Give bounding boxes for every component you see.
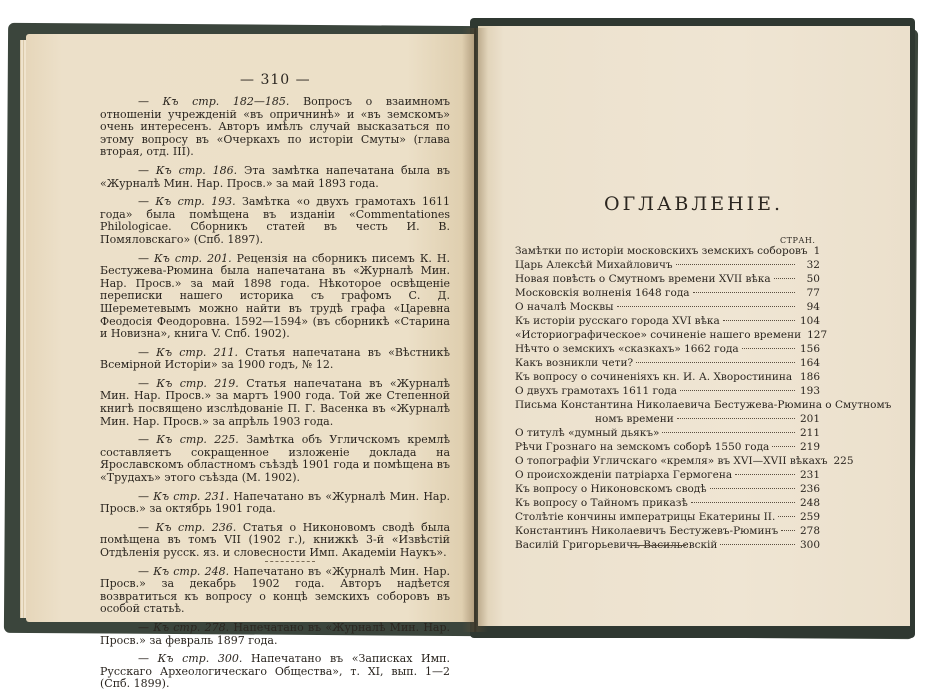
toc-entry-title: О двухъ грамотахъ 1611 года: [515, 385, 678, 397]
table-of-contents: [515, 244, 892, 552]
toc-entry-page: 193: [799, 385, 820, 397]
toc-entry: [515, 468, 820, 482]
toc-entry-title: О началѣ Москвы: [515, 301, 614, 313]
note-paragraph: [100, 622, 450, 647]
toc-leader-dots: [636, 362, 795, 363]
toc-entry: [515, 272, 820, 286]
toc-entry-page: 219: [799, 441, 820, 453]
toc-entry-title: Новая повѣсть о Смутномъ времени XVII вѣка: [515, 273, 771, 285]
toc-leader-dots: [662, 432, 795, 433]
toc-entry-title: Константинъ Николаевичъ Бестужевъ-Рюминъ: [515, 525, 779, 537]
toc-entry: [515, 258, 820, 272]
toc-entry-title: Василій Григорьевичъ Васильевскій: [515, 539, 718, 551]
toc-entry-page: 77: [806, 287, 820, 299]
note-paragraph: [100, 522, 450, 560]
toc-leader-dots: [691, 502, 795, 503]
toc-entry: [515, 454, 854, 468]
toc-entry: [515, 286, 820, 300]
toc-entry: [515, 244, 820, 258]
toc-leader-dots: [710, 488, 795, 489]
toc-leader-dots: [742, 348, 795, 349]
toc-entry-page: 259: [799, 511, 820, 523]
toc-entry-title: Царь Алексѣй Михайловичъ: [515, 259, 673, 271]
note-text: Статья напечатана въ «Журналѣ Мин. Нар. Просв.» за мартъ 1900 года. Той же Степенной книгѣ посвящено изслѣдованіе П. Г. Васенка въ «Журналѣ Мин. Нар. Просв.» за апрѣль 1903 года.: [100, 376, 450, 428]
toc-entry-page: 236: [799, 483, 820, 495]
toc-entry-page: 225: [833, 455, 854, 467]
toc-entry-page: 278: [799, 525, 820, 537]
toc-entry: [515, 342, 820, 356]
note-reference: — Къ стр. 182—185.: [138, 95, 290, 108]
toc-entry-page: 248: [799, 497, 820, 509]
toc-entry: [515, 496, 820, 510]
toc-entry: [515, 510, 820, 524]
end-ornament: [265, 561, 315, 562]
toc-entry-title: Замѣтки по исторіи московскихъ земскихъ соборовъ: [515, 245, 808, 257]
toc-entry-page: 201: [799, 413, 820, 425]
toc-entry: [515, 384, 820, 398]
note-reference: — Къ стр. 300.: [138, 652, 243, 666]
page-number: — 310 —: [240, 72, 311, 88]
toc-entry-title: номъ времени: [595, 413, 674, 425]
toc-entry-title: О происхожденіи патріарха Гермогена: [515, 469, 733, 481]
note-text: Напечатано въ «Записках Имп. Русскаго Археологическаго Общества», т. XI, вып. 1—2 (Спб. 1899).: [100, 652, 450, 691]
note-paragraph: [100, 253, 450, 341]
toc-entry: [515, 314, 820, 328]
toc-entry-title: О титулѣ «думный дьякъ»: [515, 427, 660, 439]
toc-entry: [515, 370, 820, 384]
toc-entry-title: Московскія волненія 1648 года: [515, 287, 690, 299]
toc-entry-title: О топографіи Угличскаго «кремля» въ XVI—XVII вѣкахъ: [515, 455, 828, 467]
note-paragraph: [100, 653, 450, 691]
toc-entry-title: Нѣчто о земскихъ «сказкахъ» 1662 года: [515, 343, 739, 355]
toc-entry-title: Какъ возникли чети?: [515, 357, 634, 369]
toc-leader-dots: [677, 418, 795, 419]
note-paragraph: [100, 434, 450, 484]
toc-entry-title: Къ вопросу о сочиненіяхъ кн. И. А. Хворостинина: [515, 371, 793, 383]
toc-entry: [515, 398, 892, 412]
toc-leader-dots: [778, 516, 795, 517]
toc-entry-page: 156: [799, 343, 820, 355]
note-paragraph: [100, 96, 450, 159]
toc-entry-page: 164: [799, 357, 820, 369]
note-paragraph: [100, 347, 450, 372]
toc-entry-title: Письма Константина Николаевича Бестужева-Рюмина о Смутномъ: [515, 399, 892, 411]
note-reference: — Къ стр. 219.: [138, 376, 239, 390]
toc-leader-dots: [676, 264, 795, 265]
note-reference: — Къ стр. 186.: [138, 163, 238, 177]
note-reference: — Къ стр. 278.: [138, 620, 230, 634]
note-text: Напечатано въ «Журналѣ Мин. Нар. Просв.» за октябрь 1901 года.: [100, 489, 451, 516]
toc-entry-page: 231: [799, 469, 820, 481]
toc-entry-page: 186: [799, 371, 820, 383]
note-reference: — Къ стр. 201.: [138, 251, 232, 265]
toc-title: ОГЛАВЛЕНІЕ.: [604, 193, 784, 215]
toc-entry: [515, 328, 828, 342]
end-rule: [632, 545, 686, 546]
toc-entry-page: 94: [806, 301, 820, 313]
note-paragraph: [100, 491, 450, 516]
note-paragraph: [100, 196, 450, 246]
note-paragraph: [100, 566, 450, 616]
toc-entry: [515, 300, 820, 314]
note-text: Статья о Никоновомъ сводѣ была помѣщена въ томъ VII (1902 г.), книжкѣ 3-й «Извѣстій Отдѣленія русск. яз. и словесности Имп. Академіи Наукъ».: [100, 520, 451, 559]
toc-entry-title: Рѣчи Грознаго на земскомъ соборѣ 1550 года: [515, 441, 770, 453]
toc-entry-title: Столѣтіе кончины императрицы Екатерины II.: [515, 511, 776, 523]
note-text: Напечатано въ «Журналѣ Мин. Нар. Просв.» за февраль 1897 года.: [100, 620, 451, 647]
toc-leader-dots: [720, 544, 795, 545]
note-paragraph: [100, 165, 450, 190]
toc-leader-dots: [680, 390, 795, 391]
note-reference: — Къ стр. 211.: [138, 345, 239, 359]
note-text: Замѣтка «о двухъ грамотахъ 1611 года» была помѣщена въ изданіи «Commentationes Philologicae. Сборникъ статей въ честь И. В. Помяловскаго» (Спб. 1897).: [100, 195, 451, 246]
note-reference: — Къ стр. 193.: [138, 195, 236, 209]
toc-entry-title: «Историографическое» сочиненіе нашего времени: [515, 329, 802, 341]
toc-entry-page: 50: [806, 273, 820, 285]
book-gutter: [462, 28, 488, 632]
note-reference: — Къ стр. 236.: [138, 520, 237, 534]
toc-entry-page: 1: [813, 245, 821, 257]
toc-entry-title: Къ исторіи русскаго города XVI вѣка: [515, 315, 720, 327]
toc-entry: [515, 426, 820, 440]
toc-entry-page: 211: [799, 427, 820, 439]
toc-leader-dots: [617, 306, 795, 307]
note-text: Вопросъ о взаимномъ отношеніи учрежденій «въ опричнинѣ» и «въ земскомъ» очень интересенъ. Авторъ имѣлъ случай высказаться по этому вопросу въ «Очеркахъ по исторіи Смуты» (глава вторая, отд. III).: [100, 95, 451, 159]
toc-entry-title: Къ вопросу о Никоновскомъ сводѣ: [515, 483, 707, 495]
notes-column: [100, 96, 450, 697]
toc-entry: [515, 482, 820, 496]
note-text: Напечатано въ «Журналѣ Мин. Нар. Просв.» за декабрь 1902 года. Авторъ надѣется возвратиться къ вопросу о концѣ земскихъ соборовъ въ особой статьѣ.: [100, 564, 451, 616]
toc-leader-dots: [772, 446, 795, 447]
note-reference: — Къ стр. 231.: [138, 489, 230, 503]
note-reference: — Къ стр. 225.: [138, 433, 239, 447]
toc-entry: [515, 412, 820, 426]
note-reference: — Къ стр. 248.: [138, 564, 230, 578]
toc-entry-page: 127: [807, 329, 828, 341]
note-text: Замѣтка объ Угличскомъ кремлѣ составляетъ сокращенное изложеніе доклада на Ярославскомъ областномъ съѣздѣ 1901 года и помѣщена въ «Трудахъ» этого съѣзда (М. 1902).: [100, 433, 450, 485]
note-paragraph: [100, 378, 450, 428]
toc-entry: [515, 356, 820, 370]
toc-entry-title: Къ вопросу о Тайномъ приказѣ: [515, 497, 688, 509]
toc-entry-page: 32: [806, 259, 820, 271]
note-text: Рецензія на сборникъ писемъ К. Н. Бестужева-Рюмина была напечатана въ «Журналѣ Мин. Нар. Просв.» за май 1898 года. Нѣкоторое освѣщеніе переписки нашего историка съ графомъ С. Д. Шереметевымъ можно найти въ трудѣ графа «Царевна Феодосія Феодоровна. 1592—1594» (въ сборникѣ «Старина и Новизна», книга V. Спб. 1902).: [100, 251, 450, 341]
toc-entry-page: 300: [799, 539, 820, 551]
toc-page-column-header: СТРАН.: [780, 236, 816, 245]
toc-leader-dots: [781, 530, 795, 531]
toc-leader-dots: [693, 292, 795, 293]
toc-entry: [515, 524, 820, 538]
toc-leader-dots: [735, 474, 795, 475]
note-text: Эта замѣтка напечатана была въ «Журналѣ Мин. Нар. Просв.» за май 1893 года.: [100, 163, 450, 190]
toc-leader-dots: [723, 320, 795, 321]
note-text: Статья напечатана въ «Вѣстникѣ Всемірной Исторіи» за 1900 годъ, № 12.: [100, 345, 450, 372]
toc-leader-dots: [774, 278, 795, 279]
toc-entry: [515, 440, 820, 454]
toc-entry-page: 104: [799, 315, 820, 327]
